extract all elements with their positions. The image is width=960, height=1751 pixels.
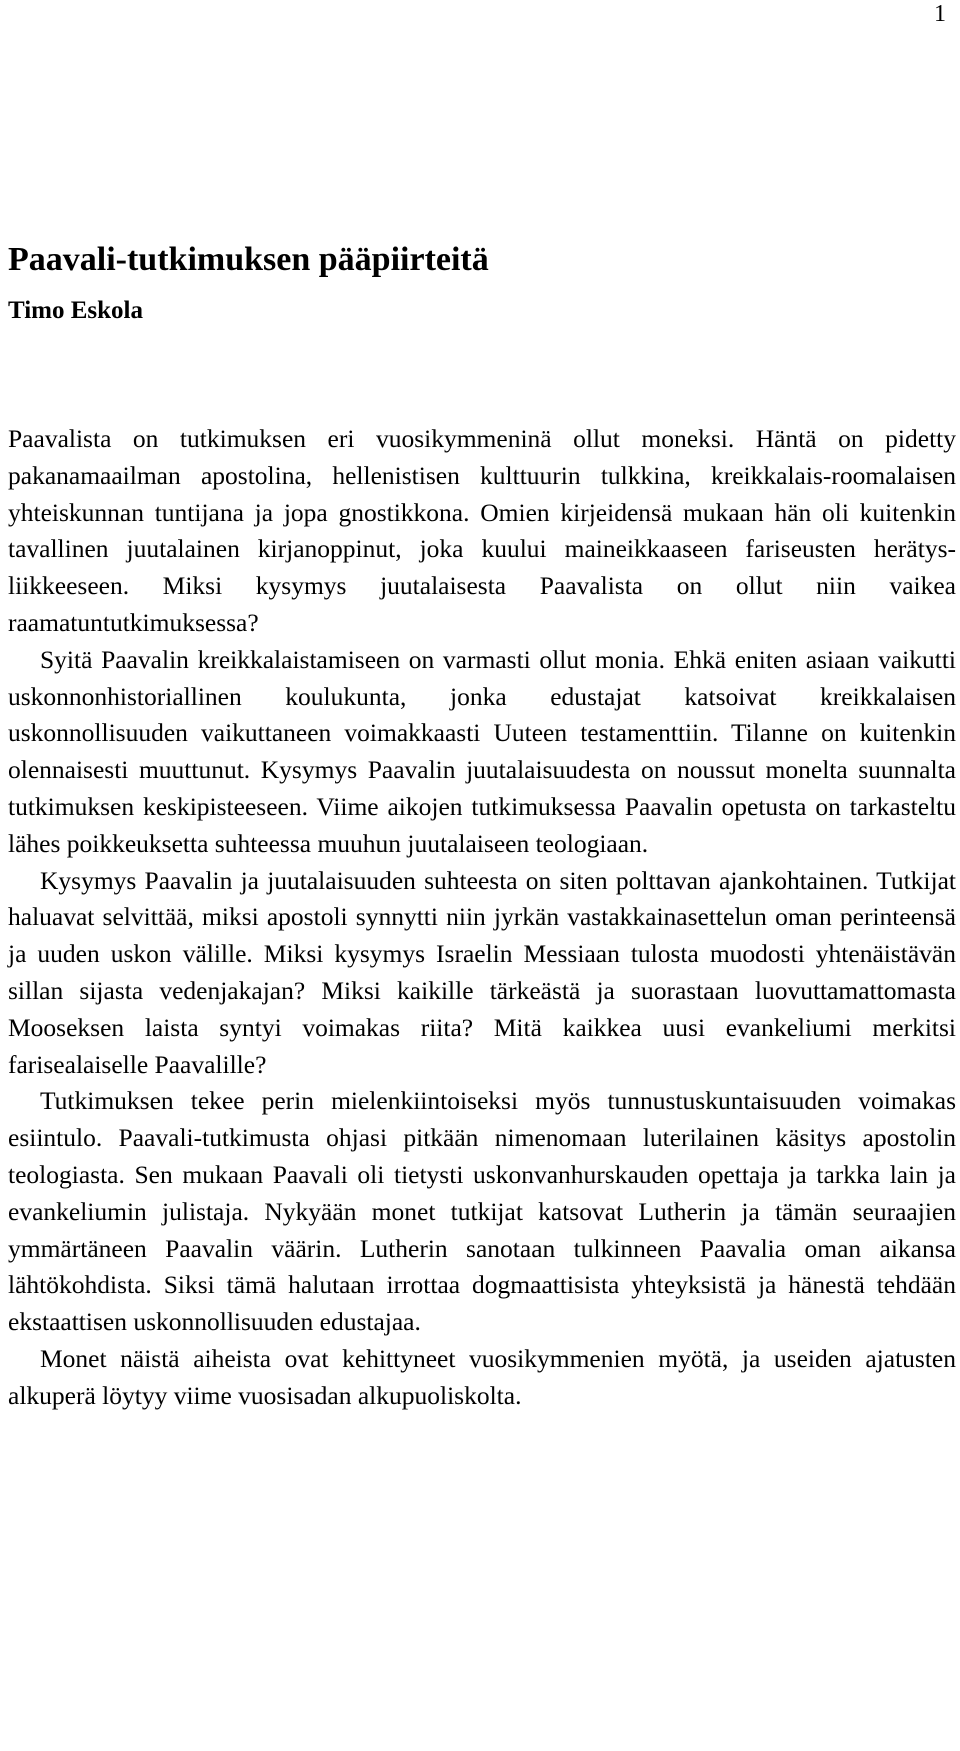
document-author: Timo Eskola xyxy=(8,297,143,324)
paragraph: Kysymys Paavalin ja juutalaisuuden suhteesta on siten polttavan ajankohtainen. Tutkijat haluavat selvittää, miksi apostoli synnytti niin jyrkän vastakkainasettelun oman perinteensä ja uuden uskon välille. Miksi kysymys Israelin Messiaan tulosta muodosti yhtenäistävän sillan sijasta vedenjakajan? Miksi kaikille tärkeästä ja suorastaan luovuttamattomasta Mooseksen laista syntyi voimakas riita? Mitä kaikkea uusi evankeliumi merkitsi farisealaiselle Paavalille? xyxy=(8,865,956,1079)
paragraph: Monet näistä aiheista ovat kehittyneet vuosikymmenien myötä, ja useiden ajatusten alkuperä löytyy viime vuosisadan alkupuoliskolta. xyxy=(8,1343,956,1410)
body-text xyxy=(8,421,956,1415)
document-title: Paavali-tutkimuksen pääpiirteitä xyxy=(8,241,489,278)
paragraph: Paavalista on tutkimuksen eri vuosikymmeninä ollut moneksi. Häntä on pidetty pakanamaailman apostolina, hellenistisen kulttuurin tulkkina, kreikkalais-roomalaisen yhteiskunnan tuntijana ja jopa gnostikkona. Omien kirjeidensä mukaan hän oli kuitenkin tavallinen juutalainen kirjanoppinut, joka kuului maineikkaaseen fariseusten herätysliikkeeseen. Miksi kysymys juutalaisesta Paavalista on ollut niin vaikea raamatuntutkimuksessa? xyxy=(8,424,956,637)
page-number: 1 xyxy=(934,1,946,27)
paragraph: Syitä Paavalin kreikkalaistamiseen on varmasti ollut monia. Ehkä eniten asiaan vaikutti uskonnonhistoriallinen koulukunta, jonka edustajat katsoivat kreikkalaisen uskonnollisuuden vaikuttaneen voimakkaasti Uuteen testamenttiin. Tilanne on kuitenkin olennaisesti muuttunut. Kysymys Paavalin juutalaisuudesta on noussut monelta suunnalta tutkimuksen keskipisteeseen. Viime aikojen tutkimuksessa Paavalin opetusta on tarkasteltu lähes poikkeuksetta suhteessa muuhun juutalaiseen teologiaan. xyxy=(8,644,956,858)
paragraph: Tutkimuksen tekee perin mielenkiintoiseksi myös tunnustuskuntaisuuden voimakas esiintulo. Paavali-tutkimusta ohjasi pitkään nimenomaan luterilainen käsitys apostolin teologiasta. Sen mukaan Paavali oli tietysti uskonvanhurskauden opettaja ja tarkka lain ja evankeliumin julistaja. Nykyään monet tutkijat katsovat Lutherin ja tämän seuraajien ymmärtäneen Paavalin väärin. Lutherin sanotaan tulkinneen Paavalia oman aikansa lähtökohdista. Siksi tämä halutaan irrottaa dogmaattisista yhteyksistä ja hänestä tehdään ekstaattisen uskonnollisuuden edustajaa. xyxy=(8,1086,956,1337)
